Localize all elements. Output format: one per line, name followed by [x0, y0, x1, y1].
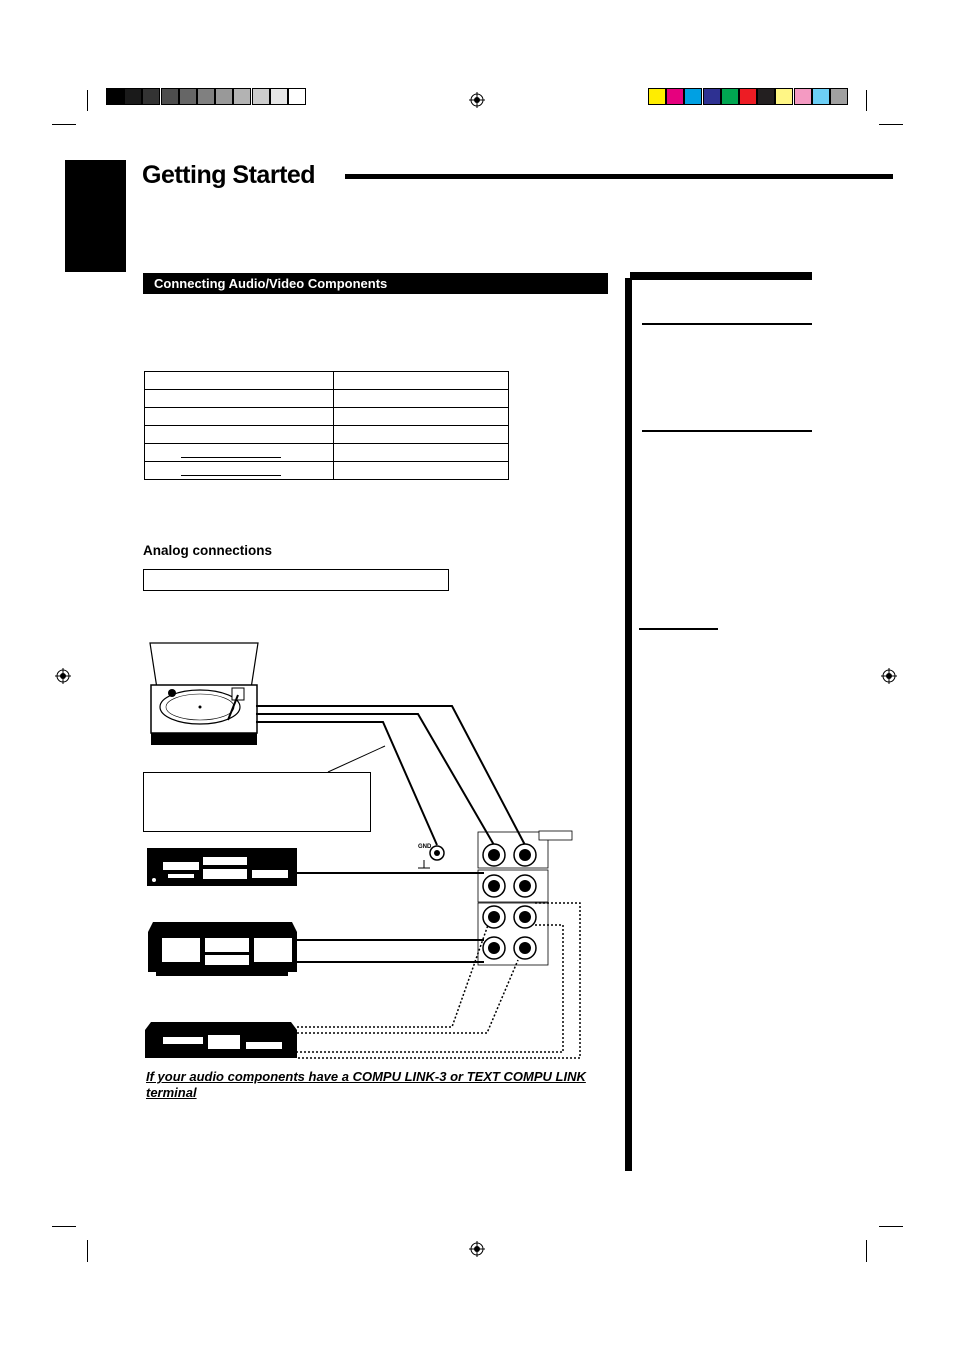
- table-row: [145, 390, 509, 408]
- note-box: [143, 569, 449, 591]
- right-column-rule: [642, 430, 812, 432]
- table-cell: [145, 444, 334, 462]
- table-cell: [145, 462, 334, 480]
- calibration-swatch: [179, 88, 197, 105]
- calibration-swatch: [197, 88, 215, 105]
- registration-mark-icon: [55, 668, 71, 684]
- component-table: [144, 371, 509, 480]
- section-heading: Connecting Audio/Video Components: [143, 273, 608, 294]
- tuner-icon: [145, 1022, 297, 1058]
- calibration-swatch: [739, 88, 757, 105]
- table-row: [145, 372, 509, 390]
- right-column-top-bar: [630, 272, 812, 280]
- page-title: Getting Started: [142, 161, 316, 189]
- cd-player-icon: [147, 848, 297, 886]
- crop-mark: [866, 90, 867, 111]
- calibration-swatch: [124, 88, 142, 105]
- calibration-swatch: [215, 88, 233, 105]
- callout-box: [143, 772, 371, 832]
- calibration-swatch: [794, 88, 812, 105]
- right-column-rule: [642, 323, 812, 325]
- table-cell: [334, 462, 509, 480]
- rca-jack-icon: [483, 844, 536, 959]
- title-rule: [345, 174, 893, 179]
- calibration-swatch: [666, 88, 684, 105]
- calibration-swatch: [812, 88, 830, 105]
- calibration-swatch: [233, 88, 251, 105]
- calibration-swatch: [288, 88, 306, 105]
- table-cell: [334, 390, 509, 408]
- calibration-swatch: [775, 88, 793, 105]
- crop-mark: [879, 124, 903, 125]
- calibration-swatch: [161, 88, 179, 105]
- connection-diagram: [140, 635, 600, 1065]
- crop-mark: [866, 1240, 867, 1262]
- crop-mark: [87, 1240, 88, 1262]
- calibration-swatch: [703, 88, 721, 105]
- gnd-label: GND: [418, 844, 432, 850]
- analog-connections-heading: Analog connections: [143, 543, 273, 558]
- registration-mark-icon: [881, 668, 897, 684]
- calibration-swatch: [142, 88, 160, 105]
- table-row: [145, 444, 509, 462]
- cassette-deck-icon: [148, 922, 297, 976]
- calibration-swatch: [757, 88, 775, 105]
- compu-link-caption: If your audio components have a COMPU LINK-3 or TEXT COMPU LINK terminal: [146, 1069, 586, 1100]
- registration-mark-icon: [469, 92, 485, 108]
- table-cell: [145, 426, 334, 444]
- table-row: [145, 426, 509, 444]
- table-row: [145, 408, 509, 426]
- table-cell: [334, 444, 509, 462]
- calibration-swatch: [252, 88, 270, 105]
- registration-mark-icon: [469, 1241, 485, 1257]
- table-cell: [145, 390, 334, 408]
- right-column-vertical-bar: [625, 278, 632, 1171]
- table-cell: [334, 408, 509, 426]
- language-tab: [65, 160, 126, 272]
- calibration-swatch: [684, 88, 702, 105]
- crop-mark: [87, 90, 88, 111]
- turntable-icon: [150, 643, 258, 745]
- crop-mark: [879, 1226, 903, 1227]
- calibration-swatch: [648, 88, 666, 105]
- table-cell: [145, 408, 334, 426]
- table-cell: [334, 426, 509, 444]
- calibration-swatch: [830, 88, 848, 105]
- right-column-rule: [639, 628, 718, 630]
- calibration-swatch: [721, 88, 739, 105]
- calibration-swatch: [106, 88, 124, 105]
- calibration-swatch: [270, 88, 288, 105]
- crop-mark: [52, 124, 76, 125]
- table-cell: [145, 372, 334, 390]
- crop-mark: [52, 1226, 76, 1227]
- table-row: [145, 462, 509, 480]
- table-cell: [334, 372, 509, 390]
